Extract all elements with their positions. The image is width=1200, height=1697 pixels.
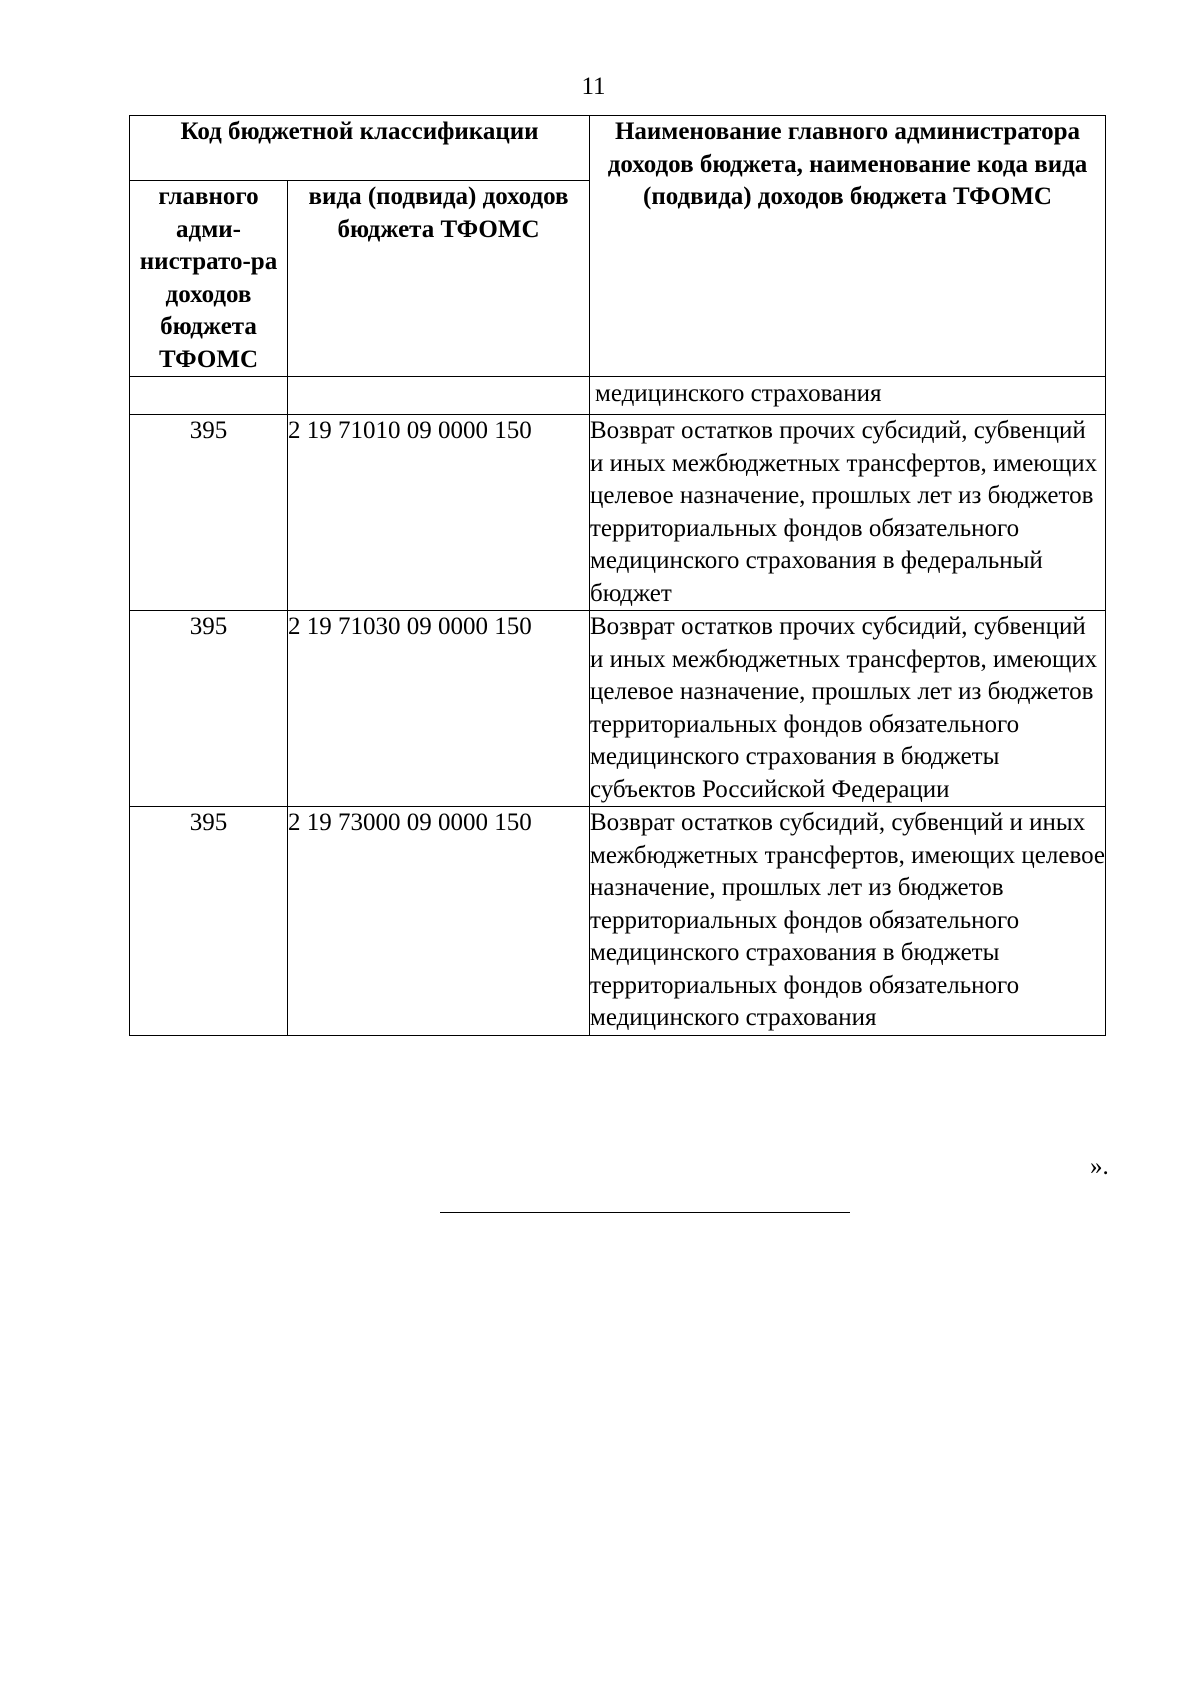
cell-code: 2 19 73000 09 0000 150 (288, 807, 590, 1036)
cell-description: Возврат остатков прочих субсидий, субвенций и иных межбюджетных трансфертов, имеющих целевое назначение, прошлых лет из бюджетов территориальных фондов обязательного медицинского страхования в бюджеты субъектов Российской Федерации (590, 611, 1106, 807)
end-rule (440, 1212, 850, 1213)
cell-description: Возврат остатков субсидий, субвенций и иных межбюджетных трансфертов, имеющих целевое назначение, прошлых лет из бюджетов территориальных фондов обязательного медицинского страхования в бюджеты территориальных фондов обязательного медицинского страхования (590, 807, 1106, 1036)
table-row (130, 611, 1106, 807)
table-row (130, 415, 1106, 611)
cell-admin: 395 (130, 611, 288, 807)
cell-code (288, 377, 590, 415)
cell-admin: 395 (130, 415, 288, 611)
closing-quote: ». (1090, 1153, 1109, 1180)
table-row (130, 807, 1106, 1036)
header-chief-administrator: главного адми-нистрато-ра доходов бюджета ТФОМС (130, 181, 288, 377)
header-administrator-name: Наименование главного администратора доходов бюджета, наименование кода вида (подвида) доходов бюджета ТФОМС (590, 116, 1106, 377)
header-budget-classification-code: Код бюджетной классификации (130, 116, 590, 181)
table-row-continued (130, 377, 1106, 415)
page-number: 11 (581, 73, 606, 100)
cell-description: Возврат остатков прочих субсидий, субвенций и иных межбюджетных трансфертов, имеющих целевое назначение, прошлых лет из бюджетов территориальных фондов обязательного медицинского страхования в федеральный бюджет (590, 415, 1106, 611)
cell-code: 2 19 71030 09 0000 150 (288, 611, 590, 807)
cell-admin (130, 377, 288, 415)
header-revenue-type-code: вида (подвида) доходов бюджета ТФОМС (288, 181, 590, 377)
cell-admin: 395 (130, 807, 288, 1036)
cell-description: медицинского страхования (590, 377, 1106, 415)
cell-code: 2 19 71010 09 0000 150 (288, 415, 590, 611)
budget-classification-table (129, 115, 1106, 1036)
